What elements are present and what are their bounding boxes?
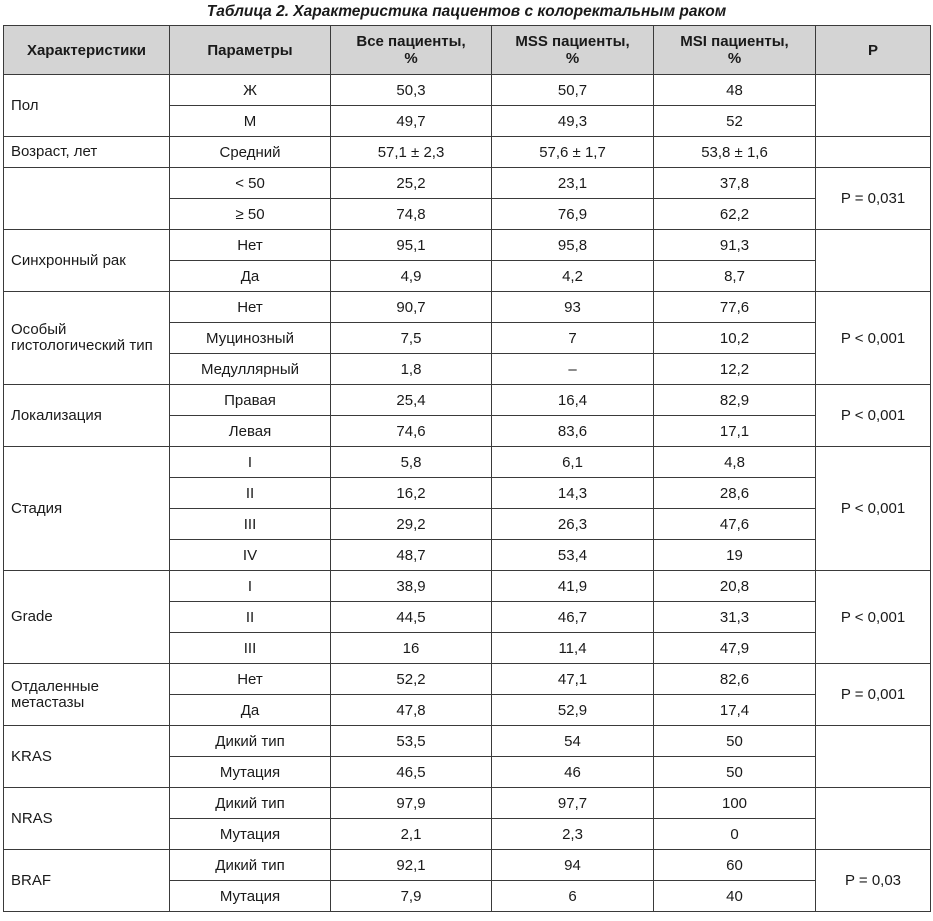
mss-cell: – bbox=[492, 354, 654, 385]
msi-cell: 12,2 bbox=[654, 354, 816, 385]
col-header-all-patients: Все пациенты, % bbox=[331, 26, 492, 75]
table-row bbox=[4, 664, 931, 695]
all-patients-cell: 4,9 bbox=[331, 261, 492, 292]
msi-cell: 28,6 bbox=[654, 478, 816, 509]
parameter-cell: IV bbox=[170, 540, 331, 571]
mss-cell: 16,4 bbox=[492, 385, 654, 416]
parameter-cell: Мутация bbox=[170, 881, 331, 912]
parameter-cell: I bbox=[170, 447, 331, 478]
mss-cell: 95,8 bbox=[492, 230, 654, 261]
mss-cell: 53,4 bbox=[492, 540, 654, 571]
characteristic-cell: Стадия bbox=[4, 447, 170, 571]
col-header-characteristics: Характеристики bbox=[4, 26, 170, 75]
table-row bbox=[4, 137, 931, 168]
msi-cell: 62,2 bbox=[654, 199, 816, 230]
all-patients-cell: 16 bbox=[331, 633, 492, 664]
msi-cell: 48 bbox=[654, 75, 816, 106]
header-row bbox=[4, 26, 931, 75]
msi-cell: 50 bbox=[654, 726, 816, 757]
all-patients-cell: 92,1 bbox=[331, 850, 492, 881]
msi-cell: 77,6 bbox=[654, 292, 816, 323]
msi-cell: 52 bbox=[654, 106, 816, 137]
msi-cell: 19 bbox=[654, 540, 816, 571]
parameter-cell: Дикий тип bbox=[170, 726, 331, 757]
mss-cell: 49,3 bbox=[492, 106, 654, 137]
mss-cell: 2,3 bbox=[492, 819, 654, 850]
mss-cell: 26,3 bbox=[492, 509, 654, 540]
characteristic-cell: Возраст, лет bbox=[4, 137, 170, 168]
all-patients-cell: 47,8 bbox=[331, 695, 492, 726]
table-row bbox=[4, 230, 931, 261]
parameter-cell: Медуллярный bbox=[170, 354, 331, 385]
p-value-cell: P < 0,001 bbox=[816, 447, 931, 571]
all-patients-cell: 38,9 bbox=[331, 571, 492, 602]
mss-cell: 6,1 bbox=[492, 447, 654, 478]
msi-cell: 17,1 bbox=[654, 416, 816, 447]
patient-characteristics-table bbox=[3, 25, 931, 912]
all-patients-cell: 7,9 bbox=[331, 881, 492, 912]
table-row bbox=[4, 385, 931, 416]
characteristic-cell bbox=[4, 168, 170, 230]
parameter-cell: Нет bbox=[170, 230, 331, 261]
parameter-cell: Средний bbox=[170, 137, 331, 168]
characteristic-cell: Синхронный рак bbox=[4, 230, 170, 292]
mss-cell: 46,7 bbox=[492, 602, 654, 633]
mss-cell: 47,1 bbox=[492, 664, 654, 695]
msi-cell: 91,3 bbox=[654, 230, 816, 261]
mss-cell: 57,6 ± 1,7 bbox=[492, 137, 654, 168]
p-value-cell bbox=[816, 75, 931, 137]
parameter-cell: I bbox=[170, 571, 331, 602]
parameter-cell: Муцинозный bbox=[170, 323, 331, 354]
parameter-cell: М bbox=[170, 106, 331, 137]
parameter-cell: II bbox=[170, 602, 331, 633]
all-patients-cell: 74,8 bbox=[331, 199, 492, 230]
all-patients-cell: 50,3 bbox=[331, 75, 492, 106]
mss-cell: 23,1 bbox=[492, 168, 654, 199]
characteristic-cell: Локализация bbox=[4, 385, 170, 447]
table-row bbox=[4, 571, 931, 602]
parameter-cell: Нет bbox=[170, 292, 331, 323]
all-patients-cell: 90,7 bbox=[331, 292, 492, 323]
msi-cell: 60 bbox=[654, 850, 816, 881]
mss-cell: 83,6 bbox=[492, 416, 654, 447]
characteristic-cell: BRAF bbox=[4, 850, 170, 912]
mss-cell: 76,9 bbox=[492, 199, 654, 230]
msi-cell: 31,3 bbox=[654, 602, 816, 633]
mss-cell: 52,9 bbox=[492, 695, 654, 726]
mss-cell: 46 bbox=[492, 757, 654, 788]
parameter-cell: Дикий тип bbox=[170, 788, 331, 819]
all-patients-cell: 97,9 bbox=[331, 788, 492, 819]
characteristic-cell: KRAS bbox=[4, 726, 170, 788]
mss-cell: 4,2 bbox=[492, 261, 654, 292]
parameter-cell: Правая bbox=[170, 385, 331, 416]
characteristic-cell: Особый гистологический тип bbox=[4, 292, 170, 385]
col-header-msi-patients: MSI пациенты, % bbox=[654, 26, 816, 75]
mss-cell: 6 bbox=[492, 881, 654, 912]
all-patients-cell: 5,8 bbox=[331, 447, 492, 478]
characteristic-cell: Пол bbox=[4, 75, 170, 137]
msi-cell: 47,9 bbox=[654, 633, 816, 664]
p-value-cell bbox=[816, 788, 931, 850]
all-patients-cell: 53,5 bbox=[331, 726, 492, 757]
msi-cell: 0 bbox=[654, 819, 816, 850]
parameter-cell: Левая bbox=[170, 416, 331, 447]
p-value-cell bbox=[816, 137, 931, 168]
parameter-cell: Нет bbox=[170, 664, 331, 695]
parameter-cell: III bbox=[170, 633, 331, 664]
msi-cell: 82,9 bbox=[654, 385, 816, 416]
parameter-cell: II bbox=[170, 478, 331, 509]
msi-cell: 10,2 bbox=[654, 323, 816, 354]
all-patients-cell: 25,2 bbox=[331, 168, 492, 199]
msi-cell: 20,8 bbox=[654, 571, 816, 602]
col-header-p: P bbox=[816, 26, 931, 75]
p-value-cell bbox=[816, 230, 931, 292]
characteristic-cell: Отдаленные метастазы bbox=[4, 664, 170, 726]
mss-cell: 50,7 bbox=[492, 75, 654, 106]
mss-cell: 93 bbox=[492, 292, 654, 323]
table-row bbox=[4, 168, 931, 199]
parameter-cell: Ж bbox=[170, 75, 331, 106]
parameter-cell: Дикий тип bbox=[170, 850, 331, 881]
mss-cell: 11,4 bbox=[492, 633, 654, 664]
table-row bbox=[4, 292, 931, 323]
table-row bbox=[4, 850, 931, 881]
col-header-parameters: Параметры bbox=[170, 26, 331, 75]
msi-cell: 17,4 bbox=[654, 695, 816, 726]
characteristic-cell: NRAS bbox=[4, 788, 170, 850]
p-value-cell: P = 0,031 bbox=[816, 168, 931, 230]
msi-cell: 82,6 bbox=[654, 664, 816, 695]
msi-cell: 4,8 bbox=[654, 447, 816, 478]
msi-cell: 40 bbox=[654, 881, 816, 912]
all-patients-cell: 46,5 bbox=[331, 757, 492, 788]
parameter-cell: III bbox=[170, 509, 331, 540]
msi-cell: 37,8 bbox=[654, 168, 816, 199]
p-value-cell: P = 0,001 bbox=[816, 664, 931, 726]
parameter-cell: Да bbox=[170, 261, 331, 292]
all-patients-cell: 25,4 bbox=[331, 385, 492, 416]
msi-cell: 47,6 bbox=[654, 509, 816, 540]
table-caption: Таблица 2. Характеристика пациентов с колоректальным раком bbox=[206, 3, 727, 20]
msi-cell: 100 bbox=[654, 788, 816, 819]
all-patients-cell: 2,1 bbox=[331, 819, 492, 850]
p-value-cell bbox=[816, 726, 931, 788]
parameter-cell: ≥ 50 bbox=[170, 199, 331, 230]
table-row bbox=[4, 788, 931, 819]
parameter-cell: Мутация bbox=[170, 757, 331, 788]
table-body bbox=[4, 75, 931, 912]
col-header-mss-patients: MSS пациенты, % bbox=[492, 26, 654, 75]
mss-cell: 14,3 bbox=[492, 478, 654, 509]
all-patients-cell: 95,1 bbox=[331, 230, 492, 261]
p-value-cell: P = 0,03 bbox=[816, 850, 931, 912]
all-patients-cell: 29,2 bbox=[331, 509, 492, 540]
msi-cell: 50 bbox=[654, 757, 816, 788]
all-patients-cell: 7,5 bbox=[331, 323, 492, 354]
all-patients-cell: 52,2 bbox=[331, 664, 492, 695]
all-patients-cell: 74,6 bbox=[331, 416, 492, 447]
p-value-cell: P < 0,001 bbox=[816, 292, 931, 385]
parameter-cell: < 50 bbox=[170, 168, 331, 199]
p-value-cell: P < 0,001 bbox=[816, 571, 931, 664]
all-patients-cell: 57,1 ± 2,3 bbox=[331, 137, 492, 168]
mss-cell: 97,7 bbox=[492, 788, 654, 819]
msi-cell: 53,8 ± 1,6 bbox=[654, 137, 816, 168]
all-patients-cell: 16,2 bbox=[331, 478, 492, 509]
msi-cell: 8,7 bbox=[654, 261, 816, 292]
table-row bbox=[4, 75, 931, 106]
all-patients-cell: 49,7 bbox=[331, 106, 492, 137]
mss-cell: 41,9 bbox=[492, 571, 654, 602]
characteristic-cell: Grade bbox=[4, 571, 170, 664]
all-patients-cell: 44,5 bbox=[331, 602, 492, 633]
mss-cell: 7 bbox=[492, 323, 654, 354]
table-row bbox=[4, 726, 931, 757]
parameter-cell: Мутация bbox=[170, 819, 331, 850]
mss-cell: 54 bbox=[492, 726, 654, 757]
all-patients-cell: 1,8 bbox=[331, 354, 492, 385]
p-value-cell: P < 0,001 bbox=[816, 385, 931, 447]
table-row bbox=[4, 447, 931, 478]
all-patients-cell: 48,7 bbox=[331, 540, 492, 571]
parameter-cell: Да bbox=[170, 695, 331, 726]
mss-cell: 94 bbox=[492, 850, 654, 881]
